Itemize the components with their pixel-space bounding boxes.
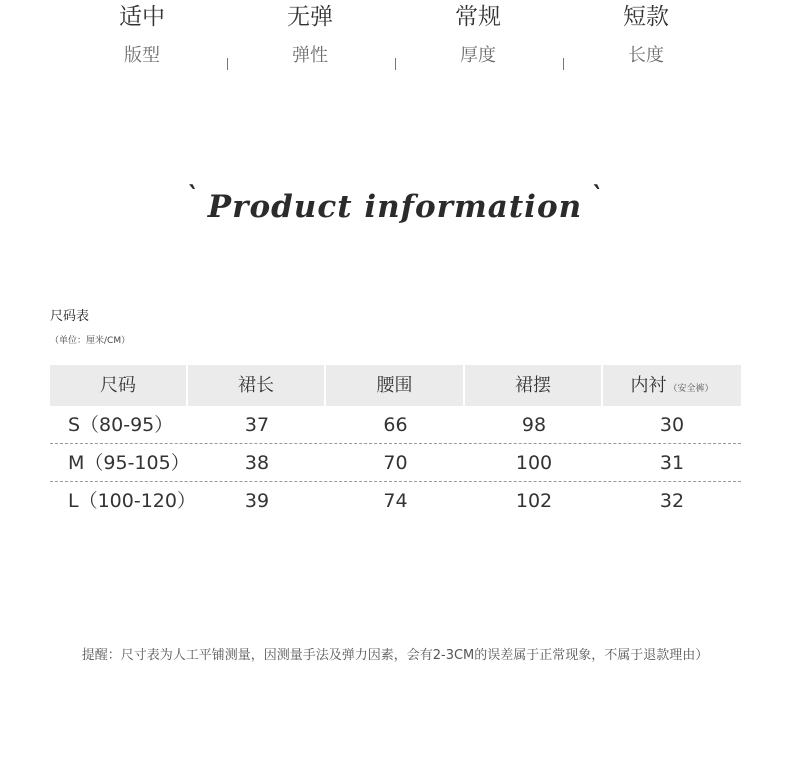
section-heading [0, 182, 790, 225]
size-chart-unit: （单位：厘米/CM） [50, 336, 131, 346]
cell-hem: 100 [515, 452, 553, 474]
cell-lining: 32 [659, 490, 685, 512]
heading-tick-left: ` [185, 182, 200, 212]
attribute-strip [58, 0, 730, 80]
table-row [50, 482, 741, 520]
cell-hem: 102 [515, 490, 553, 512]
header-lining-note: （安全裤） [668, 384, 714, 394]
attribute-elasticity [226, 0, 394, 70]
table-header-row [50, 365, 741, 406]
attribute-value: 常规 [455, 4, 501, 30]
table-row [50, 444, 741, 482]
header-hem: 裙摆 [465, 365, 603, 406]
attribute-value: 短款 [623, 4, 669, 30]
attribute-label: 弹性 [292, 45, 328, 66]
attribute-label: 长度 [628, 45, 664, 66]
attribute-label: 版型 [124, 45, 160, 66]
cell-size: L（100-120） [68, 490, 196, 512]
cell-waist: 66 [383, 414, 408, 436]
cell-size: M（95-105） [68, 452, 190, 474]
cell-skirt-length: 37 [244, 414, 270, 436]
table-row [50, 406, 741, 444]
size-table [50, 365, 741, 520]
size-chart-title: 尺码表 [50, 309, 90, 324]
header-lining [603, 365, 741, 406]
attribute-length [562, 0, 730, 70]
cell-skirt-length: 39 [244, 490, 270, 512]
heading-tick-right: ` [590, 182, 605, 212]
header-size: 尺码 [50, 365, 188, 406]
attribute-thickness [394, 0, 562, 70]
header-waist: 腰围 [326, 365, 465, 406]
heading-text: Product information [207, 189, 583, 225]
header-skirt-length: 裙长 [188, 365, 326, 406]
cell-size: S（80-95） [68, 414, 174, 436]
cell-waist: 74 [383, 490, 408, 512]
cell-waist: 70 [383, 452, 408, 474]
attribute-fit [58, 0, 226, 70]
cell-skirt-length: 38 [244, 452, 270, 474]
cell-lining: 30 [659, 414, 685, 436]
cell-lining: 31 [659, 452, 685, 474]
measurement-footnote: 提醒：尺寸表为人工平铺测量，因测量手法及弹力因素，会有2-3CM的误差属于正常现象，不属于退款理由） [81, 648, 709, 663]
attribute-value: 无弹 [287, 4, 333, 30]
header-lining-label: 内衬 [630, 375, 667, 396]
attribute-label: 厚度 [460, 45, 496, 66]
cell-hem: 98 [521, 414, 547, 436]
table-body [50, 406, 741, 520]
attribute-value: 适中 [119, 4, 165, 30]
